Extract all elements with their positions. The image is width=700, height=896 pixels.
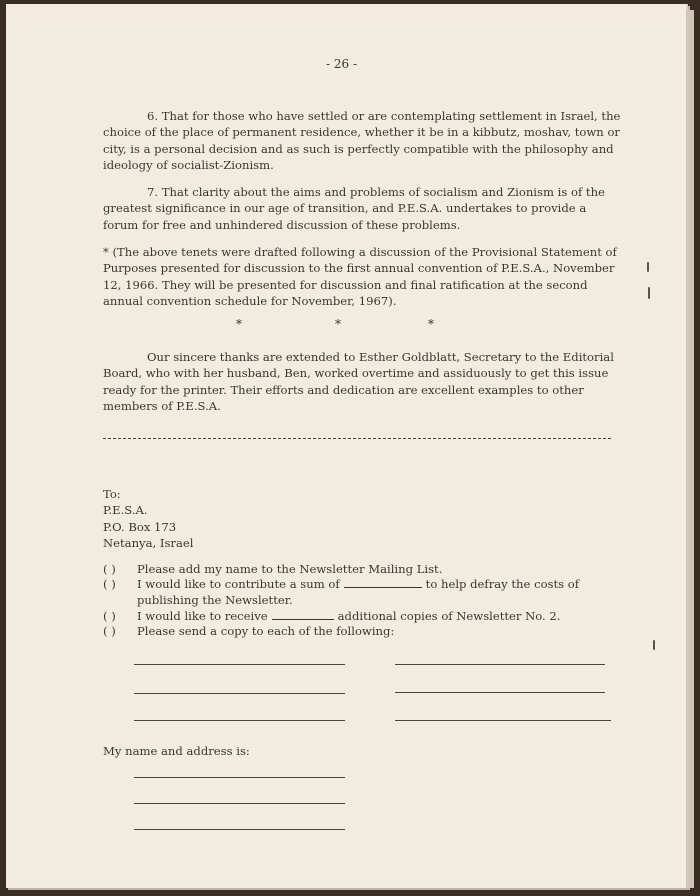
option-label: I would like to receive	[137, 609, 268, 623]
option-label: to help defray the costs of	[425, 577, 580, 591]
option-label: additional copies of Newsletter No. 2.	[337, 609, 561, 623]
margin-speck	[648, 287, 650, 299]
paragraph-acknowledgement: Our sincere thanks are extended to Esther Goldblatt, Secretary to the Editorial Board, who with her husband, Ben, worked overtime and assiduously to get this issue ready for the printer. Their efforts and dedication are excellent examples to other members of P.E.S.A.	[103, 350, 614, 414]
recipient-line[interactable]	[134, 693, 345, 694]
option-label: Please send a copy to each of the following:	[137, 624, 395, 638]
paragraph-tenet-6: 6. That for those who have settled or are contemplating settlement in Israel, the choice of the place of permanent residence, whether it be in a kibbutz, moshav, town or city, is a personal decision and as such is perfectly compatible with the philosophy and ideology of socialist-Zionism.	[103, 109, 621, 173]
paragraph-tenet-7: 7. That clarity about the aims and problems of socialism and Zionism is of the greatest significance in our age of transition, and P.E.S.A. undertakes to provide a forum for free and unhindered discussion of these problems.	[103, 185, 605, 232]
address-line: Netanya, Israel	[103, 536, 194, 551]
separator-asterisk: *	[335, 317, 341, 331]
cut-line	[103, 438, 611, 439]
recipient-line[interactable]	[134, 664, 345, 665]
separator-asterisk: *	[428, 317, 434, 331]
option-label-continued: publishing the Newsletter.	[137, 593, 293, 607]
copies-count-blank[interactable]	[272, 609, 334, 620]
mailing-address	[103, 486, 193, 552]
option-extra-copies[interactable]	[103, 608, 561, 624]
checkbox[interactable]: ( )	[103, 609, 116, 623]
margin-speck	[653, 640, 655, 650]
address-line: To:	[103, 487, 121, 501]
name-address-line[interactable]	[134, 803, 345, 804]
option-contribute[interactable]	[103, 576, 579, 608]
checkbox[interactable]: ( )	[103, 624, 116, 638]
option-send-copies[interactable]	[103, 623, 394, 639]
option-label: Please add my name to the Newsletter Mailing List.	[137, 562, 443, 576]
name-address-line[interactable]	[134, 829, 345, 830]
recipient-line[interactable]	[395, 692, 605, 693]
name-address-label: My name and address is:	[103, 744, 250, 758]
name-address-line[interactable]	[134, 777, 345, 778]
recipient-line[interactable]	[395, 664, 605, 665]
address-line: P.E.S.A.	[103, 503, 148, 518]
checkbox[interactable]: ( )	[103, 562, 116, 576]
option-label: I would like to contribute a sum of	[137, 577, 340, 591]
page-number: - 26 -	[326, 57, 358, 71]
recipient-line[interactable]	[134, 720, 345, 721]
paragraph-footnote: * (The above tenets were drafted following a discussion of the Provisional Statement of Purposes presented for discussion to the first annual convention of P.E.S.A., November 12, 1966. They will be presented for discussion and final ratification at the second annual convention schedule for November, 1967).	[103, 245, 617, 309]
document-page	[6, 4, 688, 888]
recipient-line[interactable]	[395, 720, 611, 721]
margin-speck	[647, 262, 649, 272]
page-edge	[686, 10, 694, 888]
separator-asterisk: *	[236, 317, 242, 331]
contribution-amount-blank[interactable]	[344, 577, 422, 588]
option-mailing-list[interactable]	[103, 561, 442, 577]
address-line: P.O. Box 173	[103, 519, 177, 534]
checkbox[interactable]: ( )	[103, 577, 116, 591]
